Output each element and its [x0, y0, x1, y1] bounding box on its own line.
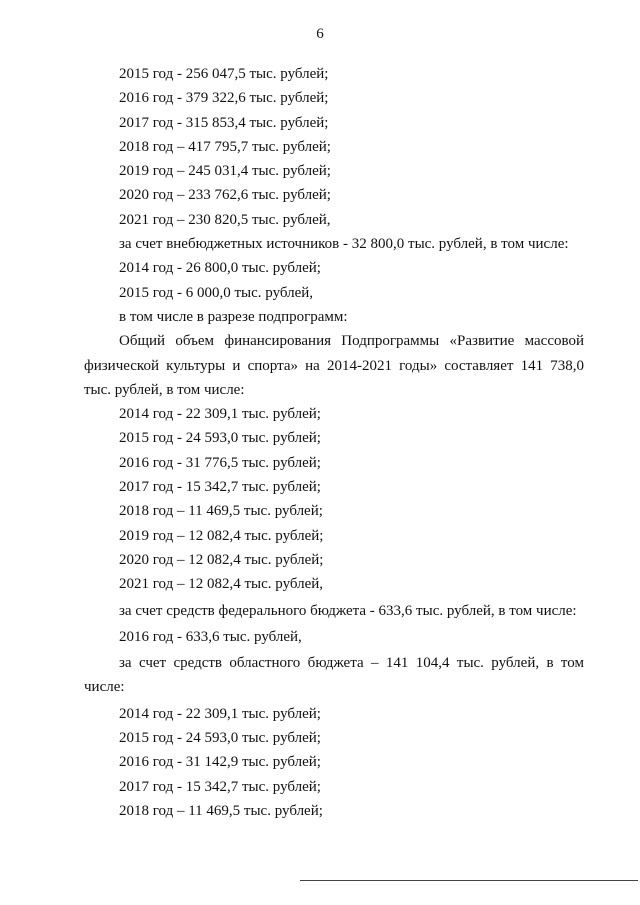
- text-line: за счет внебюджетных источников - 32 800,0 тыс. рублей, в том числе:: [119, 236, 569, 253]
- document-body: [84, 62, 584, 823]
- text-line: 2020 год – 233 762,6 тыс. рублей;: [119, 187, 331, 204]
- text-line: 2015 год - 24 593,0 тыс. рублей;: [119, 730, 321, 747]
- text-line: 2017 год - 15 342,7 тыс. рублей;: [119, 479, 321, 496]
- bottom-divider: [300, 880, 638, 881]
- text-line: 2019 год – 245 031,4 тыс. рублей;: [119, 163, 331, 180]
- text-line: 2021 год – 12 082,4 тыс. рублей,: [119, 576, 324, 593]
- text-line: 2016 год - 633,6 тыс. рублей,: [119, 628, 302, 645]
- text-line: 2019 год – 12 082,4 тыс. рублей;: [119, 527, 324, 544]
- text-line: 2017 год - 15 342,7 тыс. рублей;: [119, 778, 321, 795]
- text-line: 2016 год - 31 776,5 тыс. рублей;: [119, 454, 321, 471]
- text-line: 2017 год - 315 853,4 тыс. рублей;: [119, 114, 329, 131]
- paragraph-federal-budget: за счет средств федерального бюджета - 633,6 тыс. рублей, в том числе:: [119, 602, 577, 619]
- page-number: 6: [316, 26, 324, 42]
- paragraph-subprogram-total: Общий объем финансирования Подпрограммы «Развитие массовой физической культуры и спорта» на 2014-2021 годы» составляет 141 738,0 тыс. рублей, в том числе:: [84, 333, 584, 398]
- text-line: в том числе в разрезе подпрограмм:: [119, 308, 348, 325]
- text-line: 2020 год – 12 082,4 тыс. рублей;: [119, 551, 324, 568]
- text-line: 2015 год - 24 593,0 тыс. рублей;: [119, 430, 321, 447]
- text-line: 2021 год – 230 820,5 тыс. рублей,: [119, 211, 331, 228]
- text-line: 2016 год - 379 322,6 тыс. рублей;: [119, 90, 329, 107]
- text-line: 2014 год - 26 800,0 тыс. рублей;: [119, 260, 321, 277]
- text-line: 2014 год - 22 309,1 тыс. рублей;: [119, 406, 321, 423]
- text-line: 2015 год - 256 047,5 тыс. рублей;: [119, 66, 329, 82]
- paragraph-regional-budget: за счет средств областного бюджета – 141 104,4 тыс. рублей, в том числе:: [84, 655, 584, 696]
- text-line: 2015 год - 6 000,0 тыс. рублей,: [119, 284, 314, 301]
- text-line: 2018 год – 11 469,5 тыс. рублей;: [119, 503, 323, 520]
- text-line: 2018 год – 417 795,7 тыс. рублей;: [119, 138, 331, 155]
- text-line: 2016 год - 31 142,9 тыс. рублей;: [119, 754, 321, 771]
- text-line: 2018 год – 11 469,5 тыс. рублей;: [119, 802, 323, 819]
- text-line: 2014 год - 22 309,1 тыс. рублей;: [119, 705, 321, 722]
